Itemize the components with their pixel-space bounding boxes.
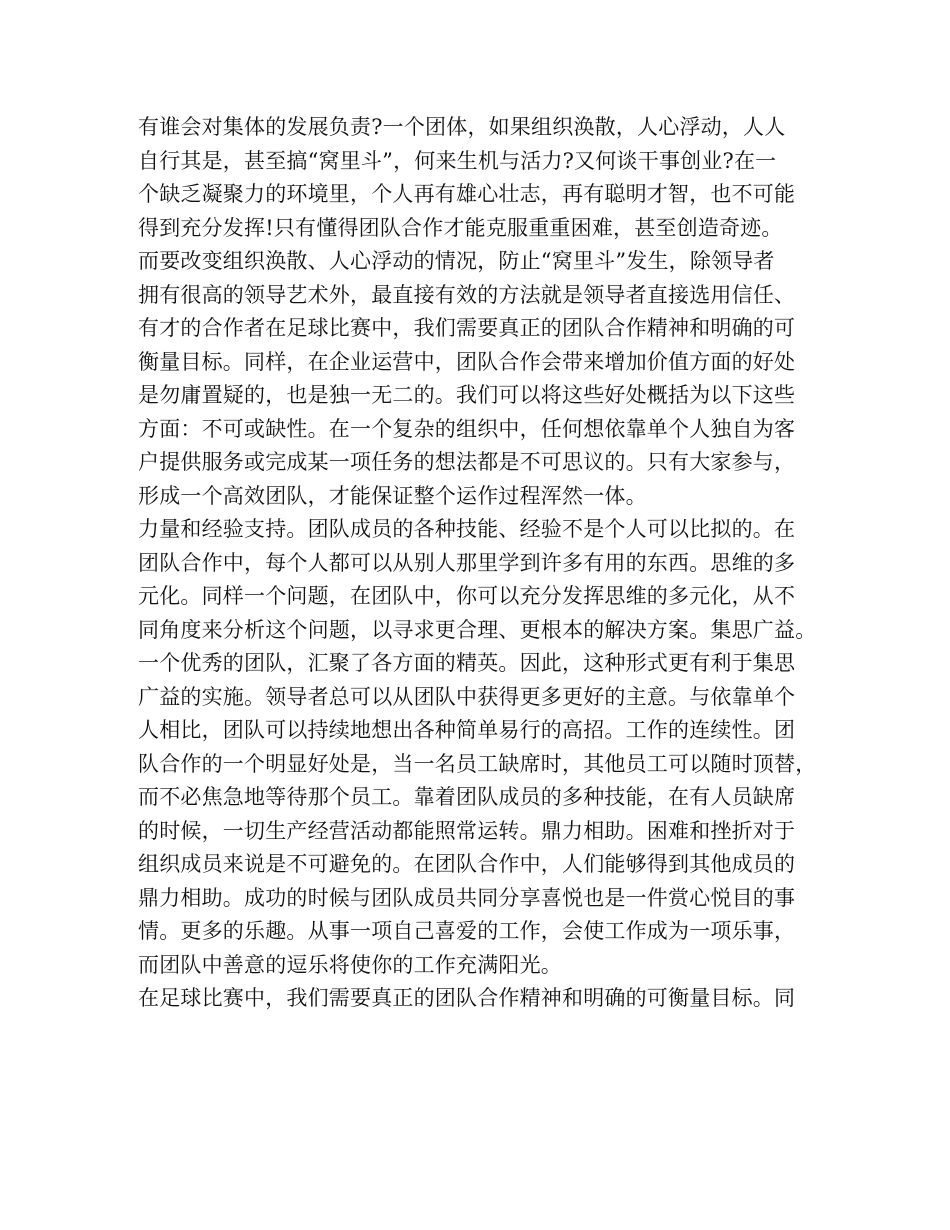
text-line: 组织成员来说是不可避免的。在团队合作中，人们能够得到其他成员的 <box>138 852 796 876</box>
text-line: 情。更多的乐趣。从事一项自己喜爱的工作，会使工作成为一项乐事， <box>138 919 796 943</box>
text-line: 的时候，一切生产经营活动都能照常运转。鼎力相助。困难和挫折对于 <box>138 818 796 843</box>
body-text <box>138 111 838 1016</box>
text-line: 而要改变组织涣散、人心浮动的情况，防止“窝里斗”发生，除领导者 <box>138 249 775 273</box>
text-line: 自行其是，甚至搞“窝里斗”，何来生机与活力?又何谈干事创业?在一 <box>138 148 777 173</box>
text-line: 而团队中善意的逗乐将使你的工作充满阳光。 <box>138 952 562 977</box>
text-line: 有才的合作者在足球比赛中，我们需要真正的团队合作精神和明确的可 <box>138 316 796 340</box>
text-line: 队合作的一个明显好处是，当一名员工缺席时，其他员工可以随时顶替， <box>138 751 817 776</box>
text-line: 而不必焦急地等待那个员工。靠着团队成员的多种技能，在有人员缺席 <box>138 785 796 809</box>
text-line: 鼎力相助。成功的时候与团队成员共同分享喜悦也是一件赏心悦目的事 <box>138 885 796 910</box>
text-line: 方面：不可或缺性。在一个复杂的组织中，任何想依靠单个人独自为客 <box>138 416 796 441</box>
text-line: 得到充分发挥!只有懂得团队合作才能克服重重困难，甚至创造奇迹。 <box>138 215 783 240</box>
text-line: 拥有很高的领导艺术外，最直接有效的方法就是领导者直接选用信任、 <box>138 282 796 307</box>
text-line: 形成一个高效团队，才能保证整个运作过程浑然一体。 <box>138 483 647 508</box>
text-line: 衡量目标。同样，在企业运营中，团队合作会带来增加价值方面的好处 <box>138 349 796 374</box>
text-line: 在足球比赛中，我们需要真正的团队合作精神和明确的可衡量目标。同 <box>138 986 796 1010</box>
text-line: 一个优秀的团队，汇聚了各方面的精英。因此，这种形式更有利于集思 <box>138 651 796 675</box>
text-line: 元化。同样一个问题，在团队中，你可以充分发挥思维的多元化，从不 <box>138 584 796 608</box>
text-line: 是勿庸置疑的，也是独一无二的。我们可以将这些好处概括为以下这些 <box>138 383 796 407</box>
text-line: 同角度来分析这个问题，以寻求更合理、更根本的解决方案。集思广益。 <box>138 617 817 642</box>
text-line: 有谁会对集体的发展负责?一个团体，如果组织涣散，人心浮动，人人 <box>138 115 786 139</box>
text-line: 户提供服务或完成某一项任务的想法都是不可思议的。只有大家参与， <box>138 450 796 474</box>
text-line: 广益的实施。领导者总可以从团队中获得更多更好的主意。与依靠单个 <box>138 684 796 709</box>
text-line: 力量和经验支持。团队成员的各种技能、经验不是个人可以比拟的。在 <box>138 517 796 541</box>
text-line: 团队合作中，每个人都可以从别人那里学到许多有用的东西。思维的多 <box>138 550 796 575</box>
text-line: 个缺乏凝聚力的环境里，个人再有雄心壮志，再有聪明才智，也不可能 <box>138 182 796 206</box>
text-line: 人相比，团队可以持续地想出各种简单易行的高招。工作的连续性。团 <box>138 718 796 742</box>
